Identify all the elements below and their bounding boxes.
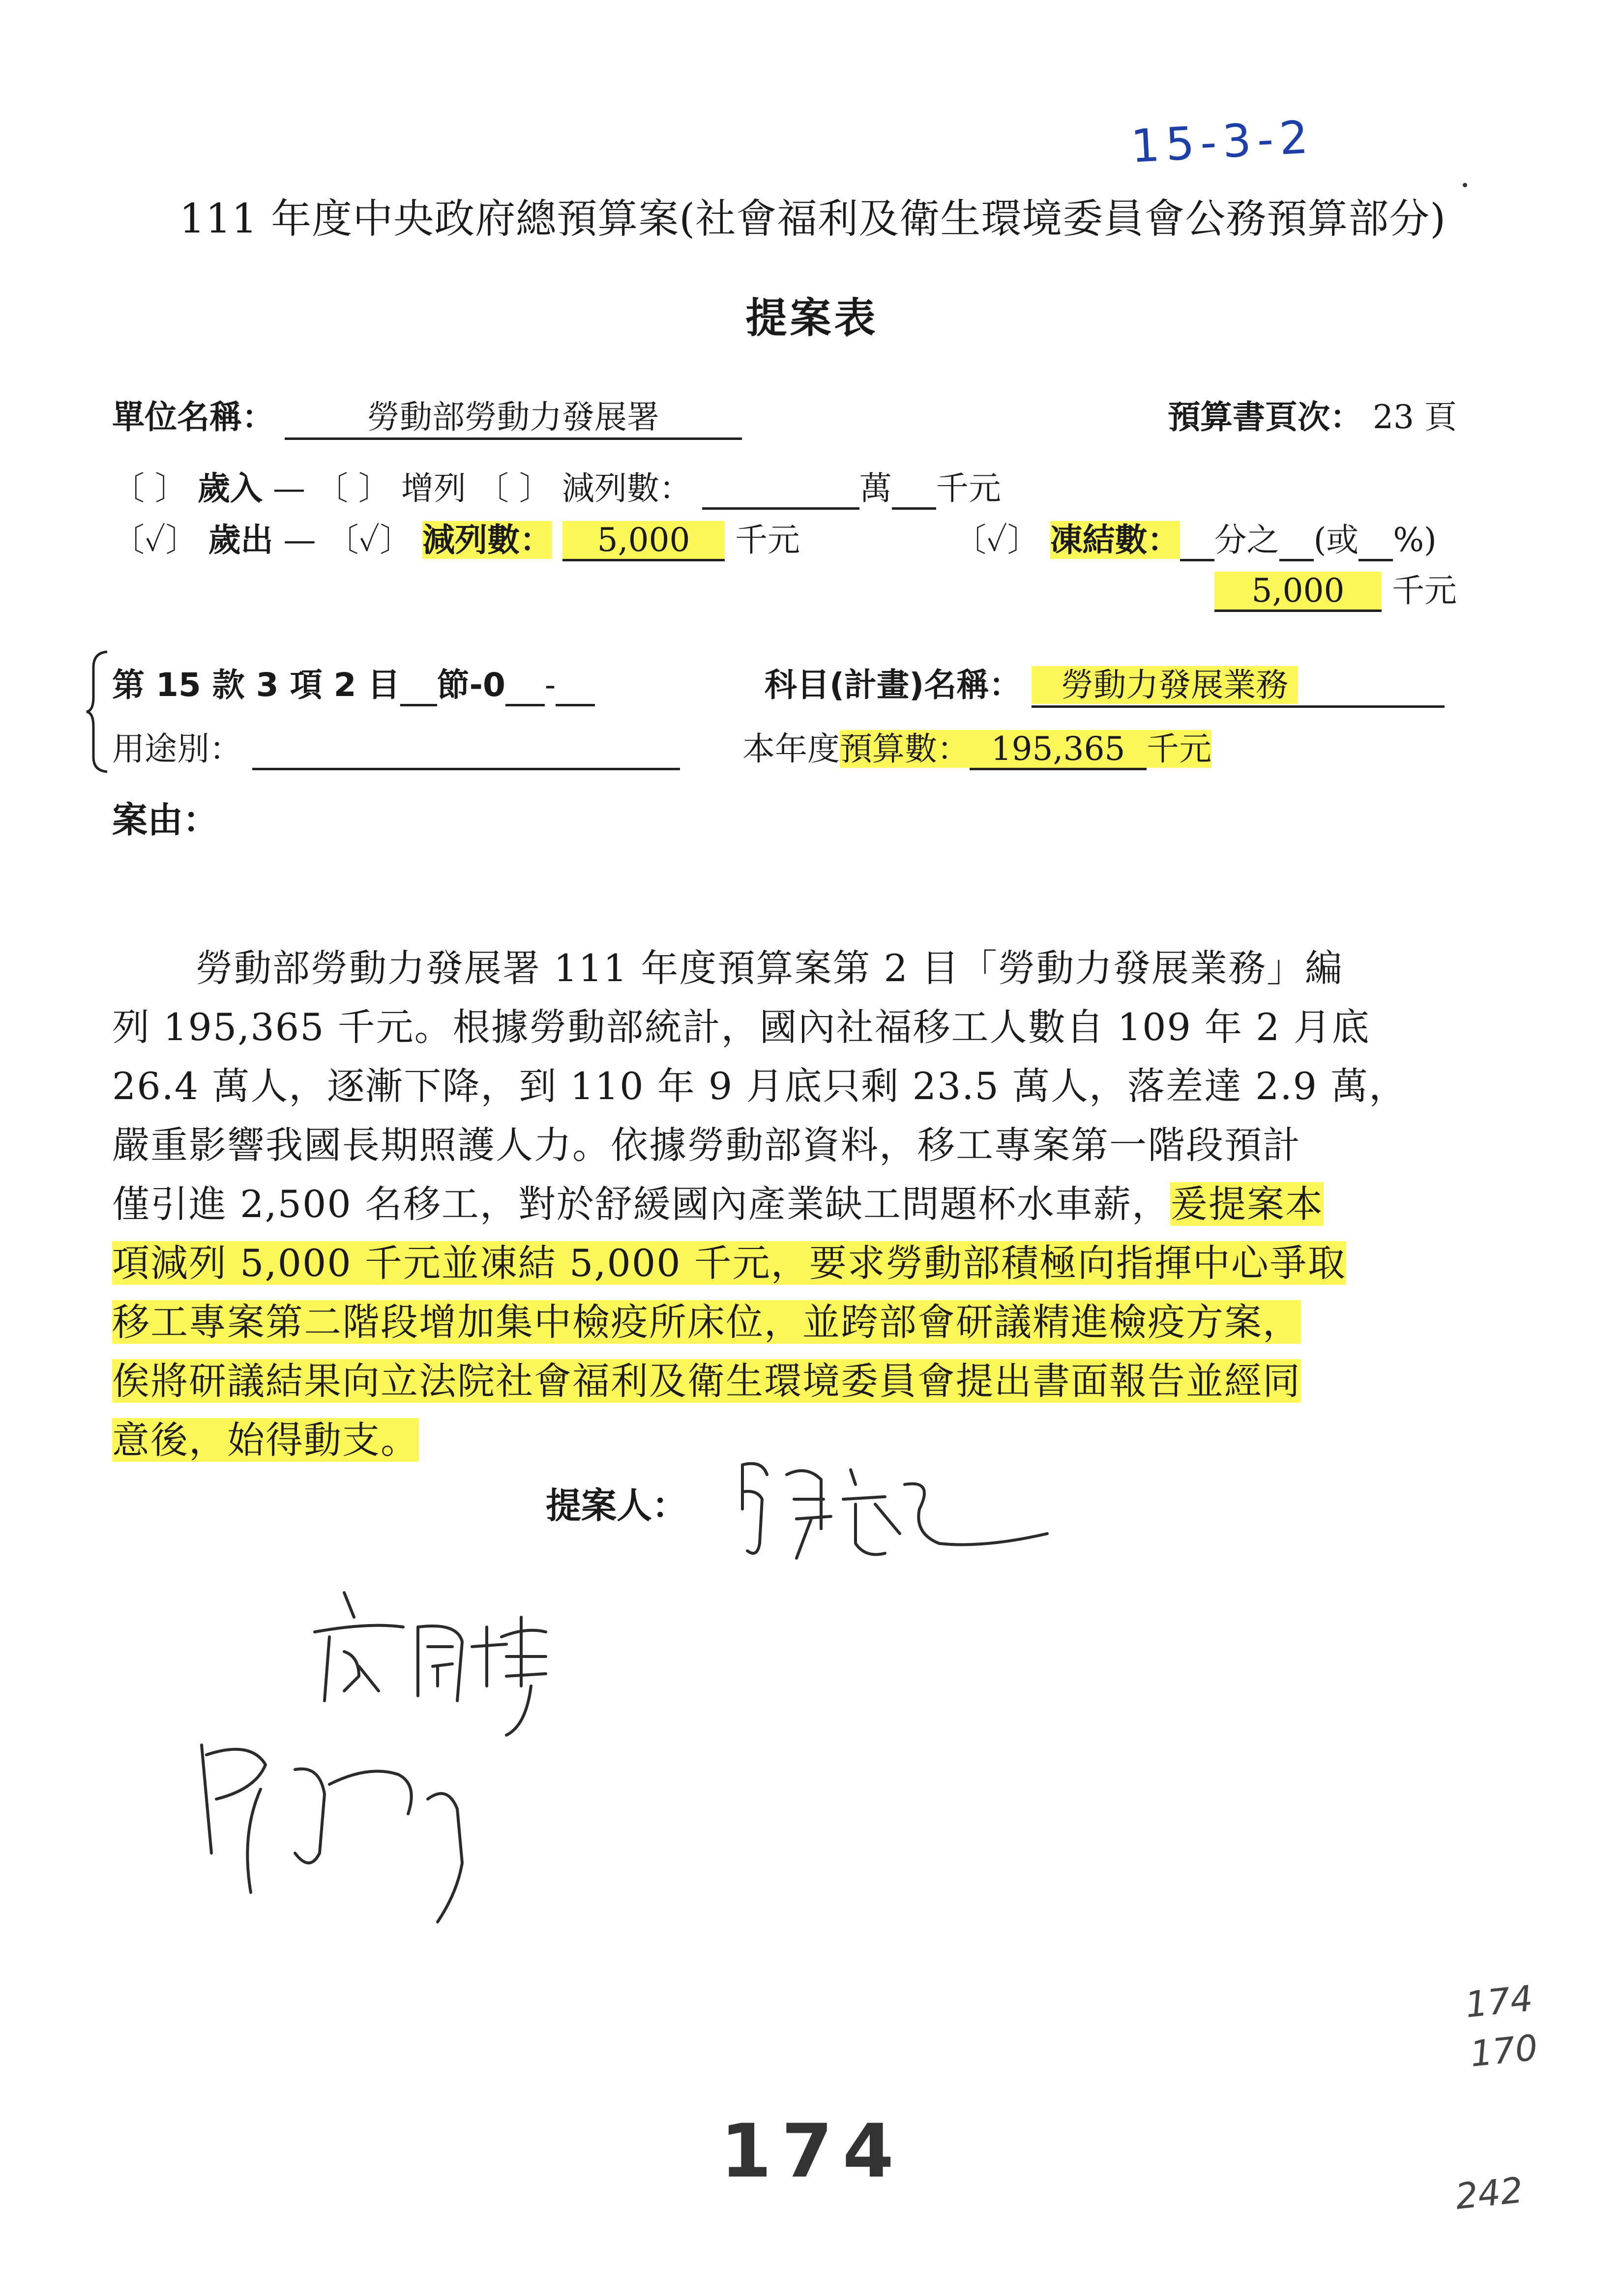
reason-highlight: 移工專案第二階段增加集中檢疫所床位，並跨部會研議精進檢疫方案， (112, 1300, 1301, 1344)
revenue-unit-qian: 千元 (936, 469, 1001, 507)
budget-page-row (1168, 391, 1457, 437)
revenue-checkbox: 〔 〕 (112, 469, 187, 507)
budget-page-label: 預算書頁次： (1168, 398, 1362, 436)
unit-label: 單位名稱： (112, 398, 274, 436)
budget-value: 195,365 (970, 730, 1147, 770)
proposer-signature (708, 1445, 1052, 1593)
revenue-unit-wan: 萬 (859, 469, 892, 507)
revenue-increase-label: 增列 (401, 469, 466, 507)
freeze-label: 凍結數： (1050, 521, 1180, 559)
jie-blank (400, 666, 437, 706)
item-dash: - (544, 666, 556, 704)
expenditure-reduce-checkbox: 〔✓〕 (326, 521, 413, 559)
subject-value-text: 勞動力發展業務 (1032, 666, 1298, 704)
jie-label: 節-0 (437, 666, 505, 704)
freeze-numerator-blank (1180, 521, 1214, 561)
subject-value (1032, 659, 1445, 708)
expenditure-reduce-label: 減列數： (422, 521, 553, 559)
expenditure-label: 歲出 (208, 521, 273, 559)
freeze-fraction-text: 分之 (1214, 521, 1279, 559)
freeze-percent-blank (1358, 521, 1393, 561)
usage-row (112, 723, 680, 770)
revenue-row (112, 462, 1001, 510)
page-number: 174 (720, 2109, 904, 2194)
revenue-label: 歲入 (197, 469, 263, 507)
expenditure-reduce-value: 5,000 (562, 521, 725, 561)
handwritten-reference: 15-3-2 (1129, 111, 1316, 173)
margin-note: 242 (1453, 2169, 1525, 2217)
reason-line: 嚴重影響我國長期照護人力。依據勞動部資料，移工專案第一階段預計 (112, 1123, 1301, 1167)
reason-line-text: 僅引進 2,500 名移工，對於舒緩國內產業缺工問題杯水車薪， (112, 1182, 1170, 1226)
budget-prefix: 本年度 (742, 730, 840, 768)
margin-note: 170 (1468, 2027, 1540, 2075)
usage-label: 用途別： (112, 730, 242, 768)
freeze-value: 5,000 (1214, 572, 1382, 612)
form-subtitle: 提案表 (745, 294, 879, 342)
unit-value: 勞動部勞動力發展署 (285, 391, 742, 440)
reason-highlight: 意後，始得動支。 (112, 1418, 419, 1462)
revenue-qian-blank (892, 469, 936, 510)
expenditure-checkbox: 〔✓〕 (112, 521, 198, 559)
subject-row (765, 659, 1445, 708)
item-bracket (83, 648, 112, 776)
reason-line (112, 1234, 1484, 1293)
jie-sub-blank (505, 666, 545, 706)
margin-note: 174 (1463, 1977, 1535, 2026)
reason-line (112, 1175, 1484, 1234)
freeze-denominator-blank (1279, 521, 1314, 561)
budget-unit: 千元 (1147, 730, 1211, 768)
freeze-percent-close: %) (1393, 521, 1437, 559)
freeze-checkbox: 〔✓〕 (954, 521, 1040, 559)
revenue-wan-blank (702, 469, 859, 510)
budget-page-value: 23 頁 (1372, 398, 1457, 436)
budget-label: 預算數： (840, 730, 970, 768)
item-row (112, 659, 595, 706)
proposer-label: 提案人： (546, 1485, 688, 1526)
reason-line: 勞動部勞動力發展署 111 年度預算案第 2 目「勞動力發展業務」編 (196, 946, 1344, 990)
expenditure-reduce-unit: 千元 (735, 521, 800, 559)
subject-label: 科目(計畫)名稱： (765, 666, 1022, 704)
reason-line (112, 1293, 1484, 1352)
freeze-value-row (1214, 564, 1457, 612)
reason-line: 26.4 萬人，逐漸下降，到 110 年 9 月底只剩 23.5 萬人，落差達 2.9 萬， (112, 1064, 1408, 1108)
freeze-or-open: (或 (1313, 521, 1359, 559)
freeze-unit: 千元 (1391, 572, 1457, 610)
reason-highlight: 爰提案本 (1170, 1182, 1324, 1226)
revenue-reduce-label: 減列數： (561, 469, 692, 507)
reason-line (112, 1352, 1484, 1411)
form-title: 111 年度中央政府總預算案(社會福利及衛生環境委員會公務預算部分) (179, 196, 1447, 242)
revenue-reduce-checkbox: 〔 〕 (476, 469, 552, 507)
reason-line: 列 195,365 千元。根據勞動部統計，國內社福移工人數自 109 年 2 月底 (112, 1005, 1370, 1049)
reason-highlight: 項減列 5,000 千元並凍結 5,000 千元，要求勞動部積極向指揮中心爭取 (112, 1241, 1346, 1285)
kuan-label: 第 15 款 3 項 2 目 (112, 666, 400, 704)
expenditure-dash: — (283, 521, 316, 559)
unit-row (112, 391, 742, 440)
expenditure-row (112, 514, 800, 561)
reason-highlight: 俟將研議結果向立法院社會福利及衛生環境委員會提出書面報告並經同 (112, 1359, 1301, 1403)
revenue-dash: — (272, 469, 305, 507)
item-tail-blank (556, 666, 595, 706)
reason-label: 案由： (112, 799, 219, 841)
budget-row (742, 723, 1211, 770)
cosigner-signature (182, 1578, 664, 1932)
usage-blank (252, 730, 680, 770)
freeze-row (954, 514, 1437, 561)
revenue-increase-checkbox: 〔 〕 (315, 469, 391, 507)
